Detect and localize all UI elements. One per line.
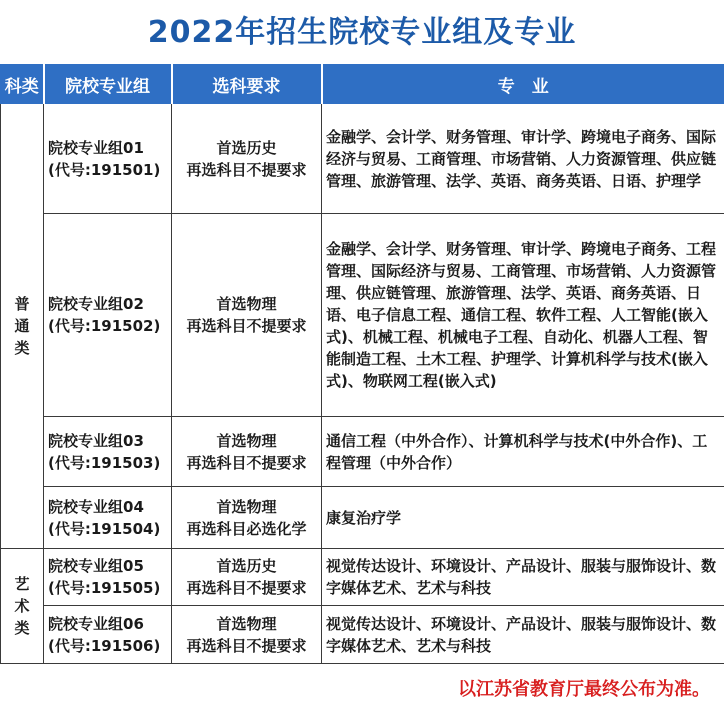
requirement-primary: 首选历史	[216, 557, 277, 575]
group-cell	[44, 104, 172, 214]
requirement-cell	[172, 487, 322, 549]
category-label: 艺术类	[14, 575, 30, 637]
group-name: 院校专业组04	[48, 497, 144, 516]
header-group: 院校专业组	[44, 65, 172, 104]
table-row	[1, 487, 724, 549]
requirement-secondary: 再选科目不提要求	[186, 317, 307, 335]
requirement-cell	[172, 214, 322, 417]
table-header-row	[1, 65, 724, 104]
category-general	[1, 104, 44, 549]
group-code: (代号:191504)	[48, 519, 161, 538]
requirement-cell	[172, 549, 322, 606]
requirement-secondary: 再选科目不提要求	[186, 636, 307, 655]
requirement-secondary: 再选科目不提要求	[186, 453, 307, 472]
requirement-cell	[172, 606, 322, 664]
group-code: (代号:191503)	[48, 453, 161, 472]
group-name: 院校专业组06	[48, 614, 144, 633]
table-row	[1, 606, 724, 664]
table-row	[1, 417, 724, 487]
group-code: (代号:191502)	[48, 317, 161, 335]
requirement-secondary: 再选科目不提要求	[186, 579, 307, 597]
group-cell	[44, 549, 172, 606]
group-code: (代号:191501)	[48, 160, 161, 179]
requirement-primary: 首选历史	[216, 138, 277, 157]
requirement-secondary: 再选科目必选化学	[186, 519, 307, 538]
table-row	[1, 549, 724, 606]
group-cell	[44, 487, 172, 549]
group-code: (代号:191505)	[48, 579, 161, 597]
category-art	[1, 549, 44, 664]
footer-note: 以江苏省教育厅最终公布为准。	[458, 679, 710, 700]
majors-cell: 视觉传达设计、环境设计、产品设计、服装与服饰设计、数字媒体艺术、艺术与科技	[322, 549, 724, 606]
group-name: 院校专业组03	[48, 431, 144, 450]
group-name: 院校专业组02	[48, 295, 144, 313]
majors-cell: 通信工程（中外合作）、计算机科学与技术(中外合作)、工程管理（中外合作）	[322, 417, 724, 487]
category-label: 普通类	[14, 295, 30, 357]
header-requirement: 选科要求	[172, 65, 322, 104]
group-name: 院校专业组05	[48, 557, 144, 575]
majors-cell: 视觉传达设计、环境设计、产品设计、服装与服饰设计、数字媒体艺术、艺术与科技	[322, 606, 724, 664]
page-title: 2022年招生院校专业组及专业	[147, 15, 577, 50]
requirement-cell	[172, 417, 322, 487]
requirement-primary: 首选物理	[216, 614, 277, 633]
admissions-table	[0, 64, 724, 664]
group-cell	[44, 417, 172, 487]
majors-cell: 金融学、会计学、财务管理、审计学、跨境电子商务、工程管理、国际经济与贸易、工商管理、市场营销、人力资源管理、供应链管理、旅游管理、法学、英语、商务英语、日语、电子信息工程、通信工程、软件工程、人工智能(嵌入式)、机械工程、机械电子工程、自动化、机器人工程、智能制造工程、土木工程、护理学、计算机科学与技术(嵌入式)、物联网工程(嵌入式)	[322, 214, 724, 417]
group-code: (代号:191506)	[48, 636, 161, 655]
requirement-primary: 首选物理	[216, 295, 277, 313]
group-name: 院校专业组01	[48, 138, 144, 157]
group-cell	[44, 214, 172, 417]
requirement-cell	[172, 104, 322, 214]
majors-cell: 金融学、会计学、财务管理、审计学、跨境电子商务、国际经济与贸易、工商管理、市场营销、人力资源管理、供应链管理、旅游管理、法学、英语、商务英语、日语、护理学	[322, 104, 724, 214]
table-row	[1, 214, 724, 417]
requirement-primary: 首选物理	[216, 431, 277, 450]
requirement-secondary: 再选科目不提要求	[186, 160, 307, 179]
header-category: 科类	[1, 65, 44, 104]
table-row	[1, 104, 724, 214]
requirement-primary: 首选物理	[216, 497, 277, 516]
majors-cell: 康复治疗学	[322, 487, 724, 549]
group-cell	[44, 606, 172, 664]
header-major: 专 业	[322, 65, 724, 104]
